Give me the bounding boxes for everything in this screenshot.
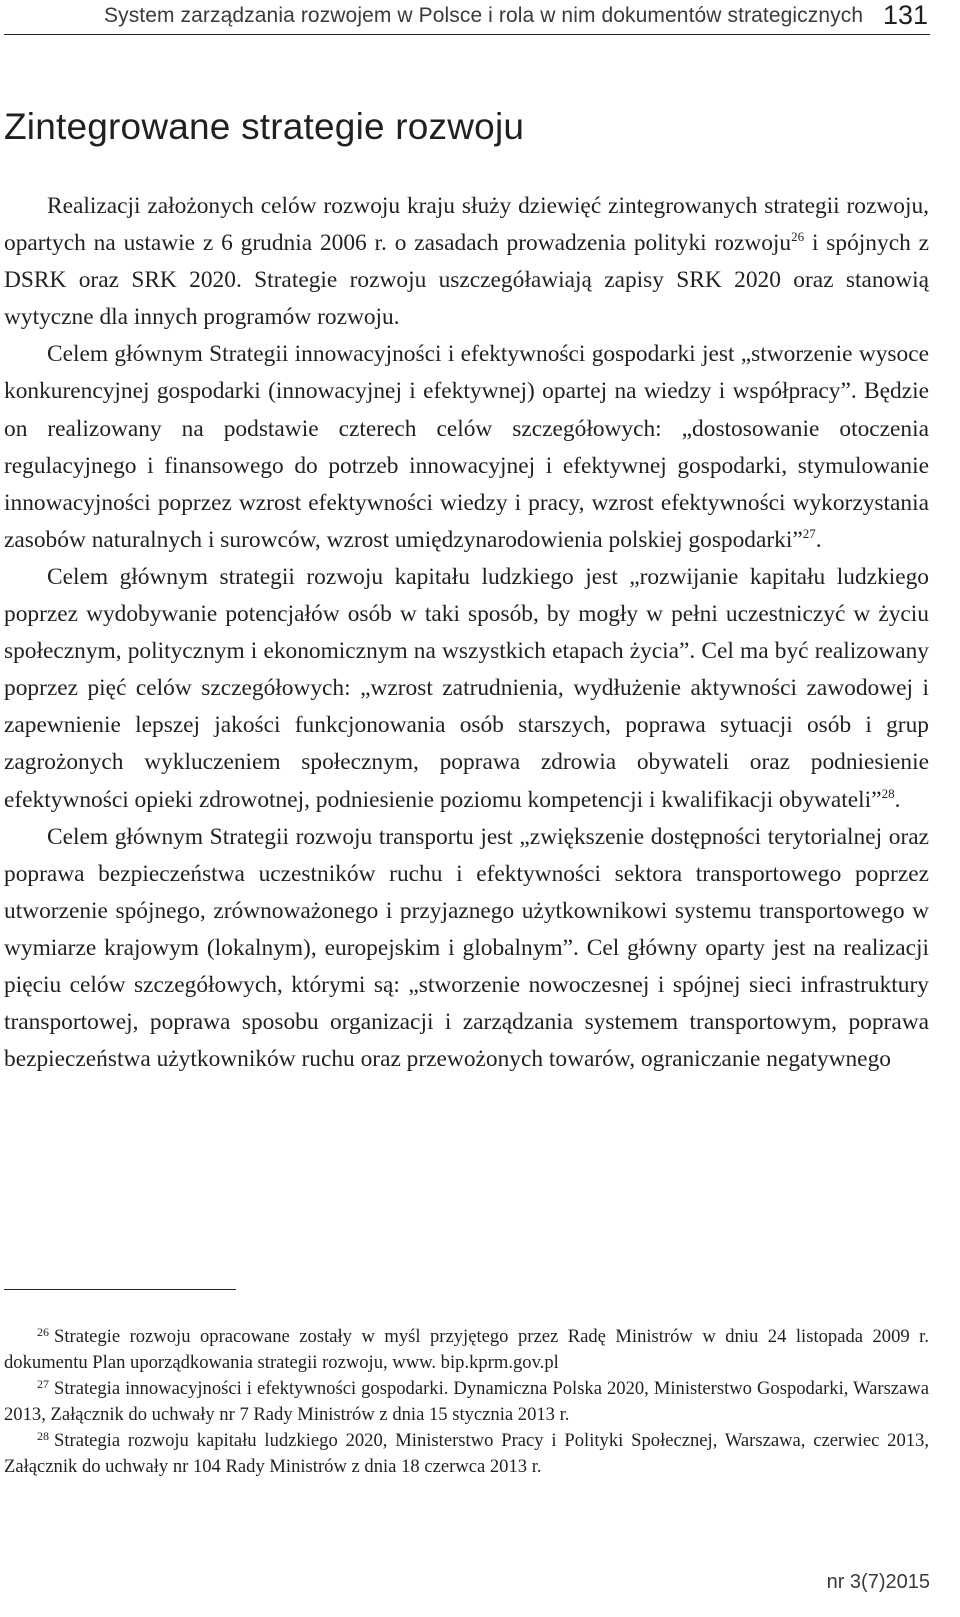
page-number: 131 bbox=[882, 0, 928, 30]
paragraph bbox=[4, 188, 929, 336]
footnotes bbox=[4, 1324, 929, 1480]
body-text bbox=[4, 188, 929, 1078]
paragraph-text: Realizacji założonych celów rozwoju kraju służy dziewięć zintegrowanych strategii rozwoju, opartych na ustawie z 6 grudnia 2006 r. o zasadach prowadzenia polityki rozwoju bbox=[4, 193, 929, 257]
footnote-text: Strategia innowacyjności i efektywności gospodarki. Dynamiczna Polska 2020, Ministerstwo Gospodarki, Warszawa 2013, Załącznik do uchwały nr 7 Rady Ministrów z dnia 15 stycznia 2013 r. bbox=[4, 1378, 929, 1425]
paragraph-text: Celem głównym Strategii innowacyjności i efektywności gospodarki jest „stworzenie wysoce konkurencyjnej gospodarki (innowacyjnej i efektywnej) opartej na wiedzy i współpracy”. Będzie on realizowany na podstawie czterech celów szczegółowych: „dostosowanie otoczenia regulacyjnego i finansowego do potrzeb innowacyjnej i efektywnej gospodarki, stymulowanie innowacyjności poprzez wzrost efektywności wiedzy i pracy, wzrost efektywności wykorzystania zasobów naturalnych i surowców, wzrost umiędzynarodowienia polskiej gospodarki” bbox=[4, 341, 929, 553]
paragraph bbox=[4, 819, 929, 1079]
running-title: System zarządzania rozwojem w Polsce i rola w nim dokumentów strategicznych bbox=[104, 4, 864, 27]
running-header bbox=[4, 0, 930, 35]
issue-label: nr 3(7)2015 bbox=[826, 1571, 930, 1593]
footnote-ref[interactable]: 27 bbox=[802, 525, 816, 541]
footnote bbox=[4, 1428, 929, 1480]
footnote-text: Strategia rozwoju kapitału ludzkiego 2020, Ministerstwo Pracy i Polityki Społecznej, Warszawa, czerwiec 2013, Załącznik do uchwały nr 104 Rady Ministrów z dnia 18 czerwca 2013 r. bbox=[4, 1430, 929, 1477]
paragraph-text: Celem głównym Strategii rozwoju transportu jest „zwiększenie dostępności terytorialnej oraz poprawa bezpieczeństwa uczestników ruchu i efektywności sektora transportowego poprzez utworzenie spójnego, zrównoważonego i przyjaznego użytkownikowi systemu transportowego w wymiarze krajowym (lokalnym), europejskim i globalnym”. Cel główny oparty jest na realizacji pięciu celów szczegółowych, którymi są: „stworzenie nowoczesnej i spójnej sieci infrastruktury transportowej, poprawa sposobu organizacji i zarządzania systemem transportowym, poprawa bezpieczeństwa użytkowników ruchu oraz przewożonych towarów, ograniczanie negatywnego bbox=[4, 823, 929, 1073]
footnote-ref[interactable]: 28 bbox=[881, 785, 895, 801]
paragraph-text: . bbox=[815, 526, 822, 553]
footnote bbox=[4, 1376, 929, 1428]
paragraph bbox=[4, 559, 929, 819]
footnote-number: 28 bbox=[37, 1429, 49, 1443]
section-heading: Zintegrowane strategie rozwoju bbox=[4, 106, 525, 147]
paragraph bbox=[4, 336, 929, 559]
footnote-number: 27 bbox=[37, 1377, 49, 1391]
paragraph-text: Celem głównym strategii rozwoju kapitału ludzkiego jest „rozwijanie kapitału ludzkiego poprzez wydobywanie potencjałów osób w taki sposób, by mogły w pełni uczestniczyć w życiu społecznym, politycznym i ekonomicznym na wszystkich etapach życia”. Cel ma być realizowany poprzez pięć celów szczegółowych: „wzrost zatrudnienia, wydłużenie aktywności zawodowej i zapewnienie lepszej jakości funkcjonowania osób starszych, poprawa sytuacji osób i grup zagrożonych wykluczeniem społecznym, poprawa zdrowia obywateli oraz podniesienie efektywności opieki zdrowotnej, podniesienie poziomu kompetencji i kwalifikacji obywateli” bbox=[4, 563, 929, 813]
footnote-ref[interactable]: 26 bbox=[791, 229, 805, 245]
footnote-divider bbox=[4, 1289, 236, 1290]
paragraph-text: . bbox=[894, 786, 901, 813]
footnote bbox=[4, 1324, 929, 1376]
paragraph-text: i spójnych z DSRK oraz SRK 2020. Strategie rozwoju uszczegóławiają zapisy SRK 2020 oraz stanowią wytyczne dla innych programów rozwoju. bbox=[4, 230, 929, 331]
footnote-number: 26 bbox=[37, 1325, 49, 1339]
footnote-text: Strategie rozwoju opracowane zostały w myśl przyjętego przez Radę Ministrów w dniu 24 listopada 2009 r. dokumentu Plan uporządkowania strategii rozwoju, www. bip.kprm.gov.pl bbox=[4, 1326, 929, 1373]
